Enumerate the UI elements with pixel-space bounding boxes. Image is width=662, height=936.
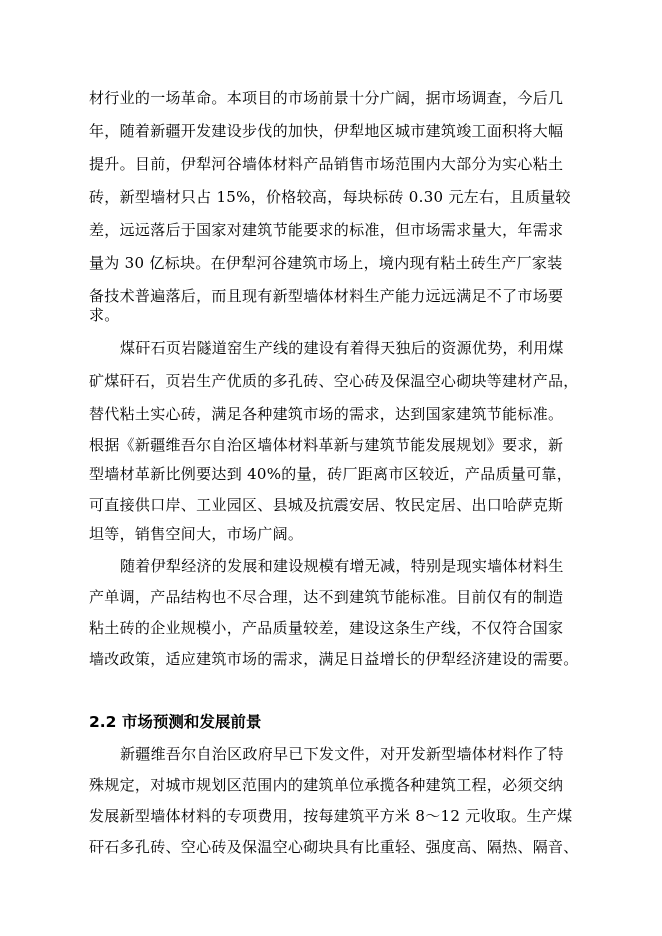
paragraph-2-line-3: 替代粘土实心砖，满足各种建筑市场的需求，达到国家建筑节能标准。	[89, 405, 564, 423]
section-line-4: 矸石多孔砖、空心砖及保温空心砌块具有比重轻、强度高、隔热、隔音、	[89, 838, 579, 856]
paragraph-1-line-8: 求。	[89, 306, 120, 324]
paragraph-3-line-2: 产单调，产品结构也不尽合理，达不到建筑节能标准。目前仅有的制造	[89, 588, 564, 606]
paragraph-1-line-4: 砖，新型墙材只占 15%，价格较高，每块标砖 0.30 元左右，且质量较	[89, 188, 571, 206]
paragraph-1-line-2: 年，随着新疆开发建设步伐的加快，伊犁地区城市建筑竣工面积将大幅	[89, 122, 564, 140]
section-line-2: 殊规定，对城市规划区范围内的建筑单位承揽各种建筑工程，必须交纳	[89, 776, 564, 794]
paragraph-2-line-6: 可直接供口岸、工业园区、县城及抗震安居、牧民定居、出口哈萨克斯	[89, 496, 564, 514]
paragraph-1-line-7: 备技术普遍落后，而且现有新型墙体材料生产能力远远满足不了市场要	[89, 287, 564, 305]
paragraph-3-line-3: 粘土砖的企业规模小，产品质量较差，建设这条生产线，不仅符合国家	[89, 619, 564, 637]
paragraph-2-line-4: 根据《新疆维吾尔自治区墙体材料革新与建筑节能发展规划》要求，新	[89, 436, 564, 454]
paragraph-2-line-5: 型墙材革新比例要达到 40%的量，砖厂距离市区较近，产品质量可靠，	[89, 465, 573, 483]
paragraph-3-line-4: 墙改政策，适应建筑市场的需求，满足日益增长的伊犁经济建设的需要。	[89, 650, 579, 668]
paragraph-1-line-3: 提升。目前，伊犁河谷墙体材料产品销售市场范围内大部分为实心粘土	[89, 155, 564, 173]
section-line-3: 发展新型墙体材料的专项费用，按每建筑平方米 8～12 元收取。生产煤	[89, 807, 573, 825]
paragraph-1-line-5: 差，远远落后于国家对建筑节能要求的标准，但市场需求量大，年需求	[89, 221, 564, 239]
paragraph-2-line-7: 坦等，销售空间大，市场广阔。	[89, 525, 304, 543]
section-heading: 2.2 市场预测和发展前景	[89, 713, 262, 731]
section-line-1: 新疆维吾尔自治区政府早已下发文件，对开发新型墙体材料作了特	[120, 745, 564, 763]
paragraph-1-line-6: 量为 30 亿标块。在伊犁河谷建筑市场上，境内现有粘土砖生产厂家装	[89, 254, 563, 272]
paragraph-1-line-1: 材行业的一场革命。本项目的市场前景十分广阔，据市场调查，今后几	[89, 89, 564, 107]
paragraph-2-line-1: 煤矸石页岩隧道窑生产线的建设有着得天独后的资源优势，利用煤	[120, 339, 564, 357]
paragraph-3-line-1: 随着伊犁经济的发展和建设规模有增无减，特别是现实墙体材料生	[120, 557, 564, 575]
paragraph-2-line-2: 矿煤矸石，页岩生产优质的多孔砖、空心砖及保温空心砌块等建材产品，	[89, 372, 579, 390]
